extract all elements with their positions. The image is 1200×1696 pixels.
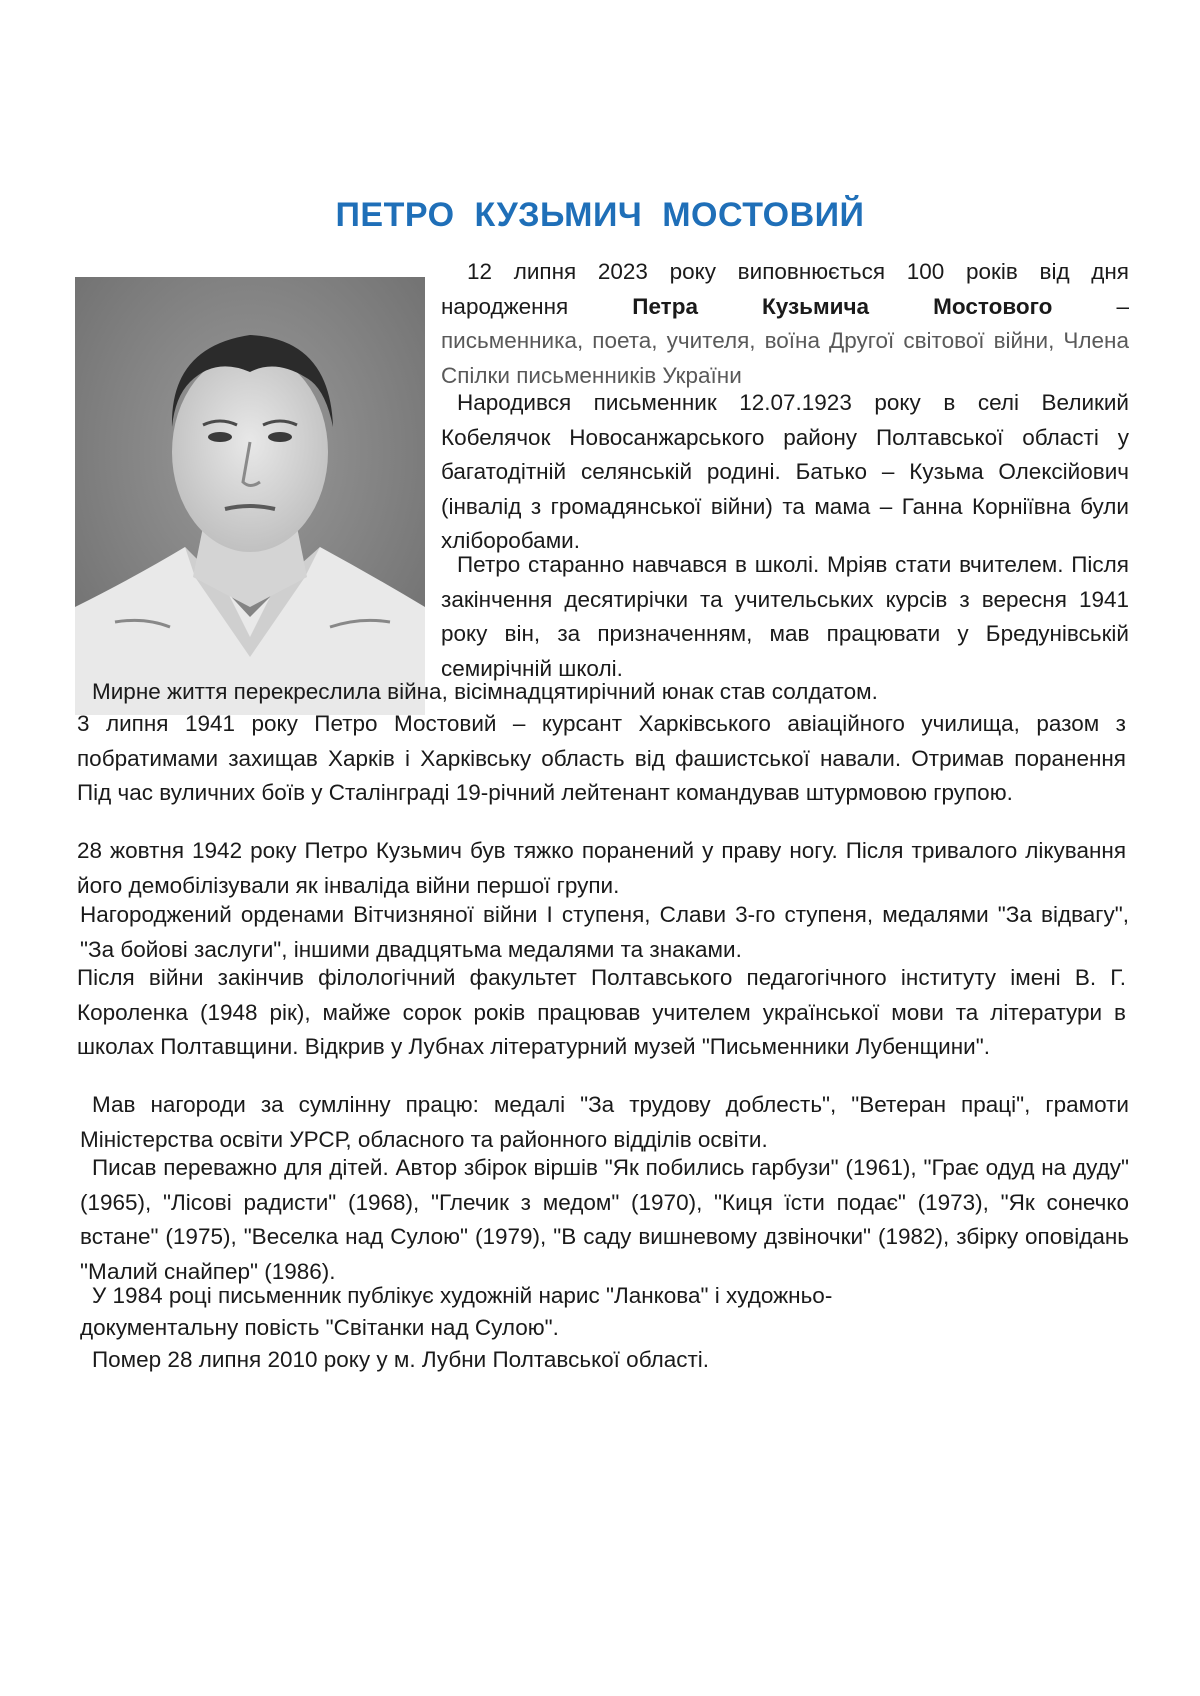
paragraph-education-career: Після війни закінчив філологічний факультет Полтавського педагогічного інституту імені В. Г. Короленка (1948 рік), майже сорок років працював учителем української мови та літератури в школах Полтавщини. Відкрив у Лубнах літературний музей "Письменники Лубенщини". [77,965,1126,1059]
subject-name: Петра Кузьмича Мостового [632,293,1053,319]
paragraph-1984-line1: У 1984 році письменник публікує художній нарис "Ланкова" і художньо- [92,1283,833,1308]
paragraph-birth: Народився письменник 12.07.1923 року в селі Великий Кобелячок Новосанжарського району Полтавської області у багатодітній селянській родині. Батько – Кузьма Олексійович (інвалід з громадянської війни) та мама – Ганна Корніївна були хліборобами. [441,390,1129,553]
paragraph-labor-awards: Мав нагороди за сумлінну працю: медалі "За трудову доблесть", "Ветеран праці", грамоти Міністерства освіти УРСР, обласного та районного відділів освіти. [80,1092,1129,1152]
portrait-photo [75,277,425,715]
intro-paragraph [441,255,1129,324]
intro-roles: письменника, поета, учителя, воїна Другої світової війни, Члена Спілки письменників України [441,328,1129,388]
paragraph-1984-line2: документальну повість "Світанки над Сулою". [80,1315,559,1340]
intro-dash: – [1052,293,1130,319]
portrait-photo-icon [75,277,425,715]
paragraph-military: 3 липня 1941 року Петро Мостовий – курсант Харківського авіаційного училища, разом з побратимами захищав Харків і Харківську область від фашистської навали. Отримав поранення Під час вуличних боїв у Сталінграді 19-річний лейтенант командував штурмовою групою. [77,711,1126,805]
paragraph-works: Писав переважно для дітей. Автор збірок віршів "Як побились гарбузи" (1961), "Грає одуд на дуду" (1965), "Лісові радисти" (1968), "Глечик з медом" (1970), "Киця їсти подає" (1973), "Як сонечко встане" (1975), "Веселка над Сулою" (1979), "В саду вишневому дзвіночки" (1982), збірку оповідань "Малий снайпер" (1986). [80,1155,1129,1284]
paragraph-war-start: Мирне життя перекреслила війна, вісімнадцятирічний юнак став солдатом. [92,679,878,704]
intro-text-start: 12 липня 2023 року виповнюється 100 років від дня народження [441,259,1129,319]
paragraph-school: Петро старанно навчався в школі. Мріяв стати вчителем. Після закінчення десятирічки та учительських курсів з вересня 1941 року він, за призначенням, мав працювати у Бредунівській семирічній школі. [441,552,1129,681]
paragraph-death: Помер 28 липня 2010 року у м. Лубни Полтавської області. [92,1347,710,1372]
paragraph-awards: Нагороджений орденами Вітчизняної війни І ступеня, Слави 3-го ступеня, медалями "За відвагу", "За бойові заслуги", іншими двадцятьма медалями та знаками. [80,902,1129,962]
paragraph-wounded: 28 жовтня 1942 року Петро Кузьмич був тяжко поранений у праву ногу. Після тривалого лікування його демобілізували як інваліда війни першої групи. [77,838,1126,898]
page-title: ПЕТРО КУЗЬМИЧ МОСТОВИЙ [335,195,865,234]
